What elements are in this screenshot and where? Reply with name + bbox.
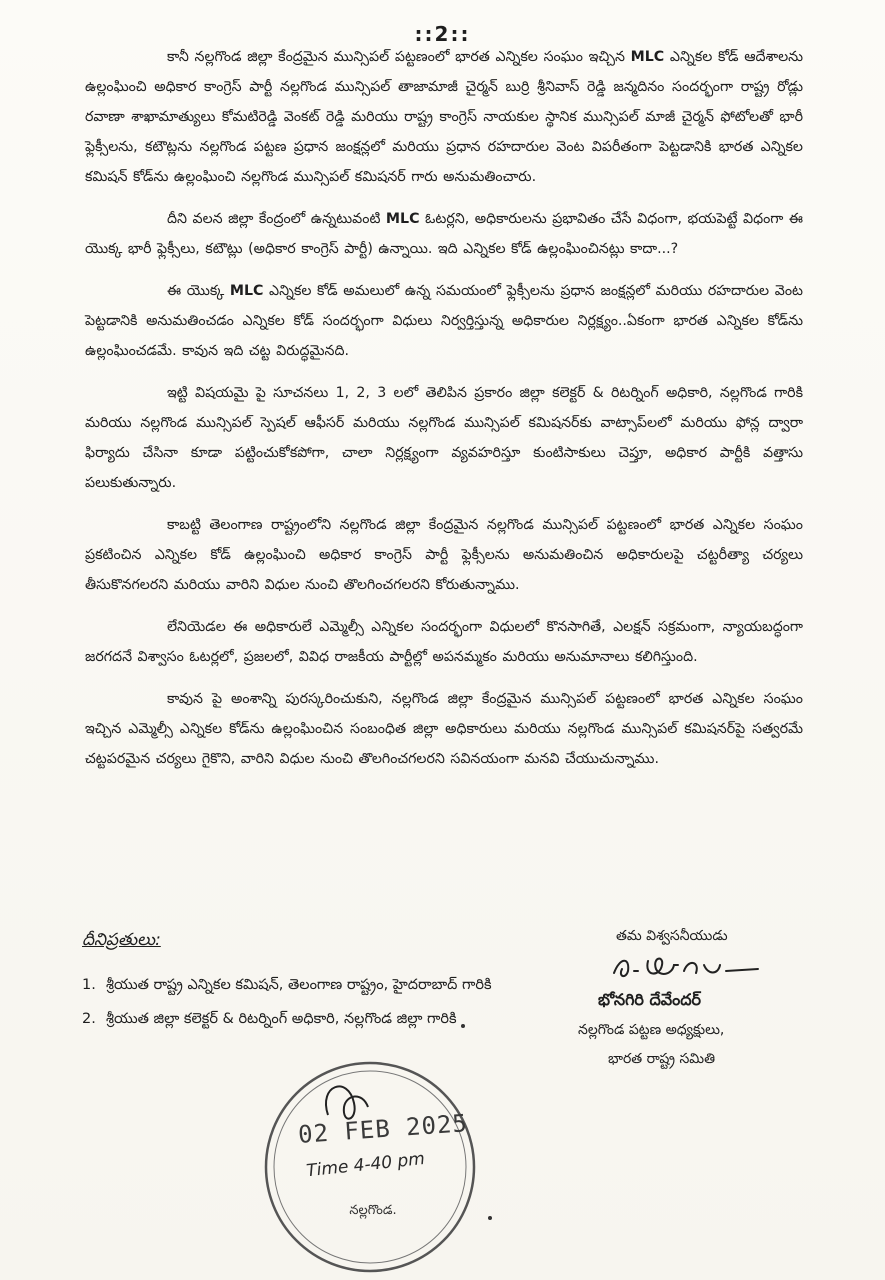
paragraph-emphasis: MLC xyxy=(229,283,264,299)
page-number: ::2:: xyxy=(414,22,471,46)
stamp-date: 02 FEB 2025 xyxy=(297,1109,469,1149)
paragraph-text: ఎన్నికల కోడ్ ఆదేశాలను ఉల్లంఘించి అధికార కాంగ్రెస్ పార్టీ నల్లగొండ మున్సిపల్ తాజామాజీ చైర్మన్ బుర్రి శ్రీనివాస్ రెడ్డి జన్మదినం సందర్భంగా రాష్ట్ర రోడ్లు రవాణా శాఖామాత్యులు కోమటిరెడ్డి వెంకట్ రెడ్డి మరియు రాష్ట్ర కాంగ్రెస్ నాయకుల స్థానిక మున్సిపల్ మాజీ చైర్మన్ ఫోటోలతో భారీ ఫ్లెక్సీలను, కటౌట్లను నల్లగొండ పట్టణ ప్రధాన జంక్షన్లలో మరియు ప్రధాన రహదారుల వెంట విపరీతంగా పెట్టడానికి భారత ఎన్నికల కమిషన్ కోడ్‌ను ఉల్లంఘించి నల్లగొండ మున్సిపల్ కమిషనర్ గారు అనుమతించారు. xyxy=(85,49,804,185)
paragraph-text: కానీ నల్లగొండ జిల్లా కేంద్రమైన మున్సిపల్ పట్టణంలో భారత ఎన్నికల సంఘం ఇచ్చిన xyxy=(167,49,631,65)
handwritten-signature xyxy=(578,947,828,985)
stamp-time: Time 4-40 pm xyxy=(305,1148,426,1182)
body-paragraph xyxy=(85,684,803,774)
paragraph-text: దీని వలన జిల్లా కేంద్రంలో ఉన్నటువంటి xyxy=(167,211,386,227)
paragraph-text: కావున పై అంశాన్ని పురస్కరించుకుని, నల్లగొండ జిల్లా కేంద్రమైన మున్సిపల్ పట్టణంలో భారత ఎన్నికల సంఘం ఇచ్చిన ఎమ్మెల్సీ ఎన్నికల కోడ్‌ను ఉల్లంఘించిన సంబంధిత జిల్లా అధికారులు మరియు నల్లగొండ మున్సిపల్ కమిషనర్‌పై సత్వరమే చట్టపరమైన చర్యలు గైకొని, వారిని విధుల నుంచి తొలగించగలరని సవినయంగా మనవి చేయుచున్నాము. xyxy=(85,691,803,767)
signer-name: భోనగిరి దేవేందర్ xyxy=(598,990,702,1009)
copies-heading: దీనిప్రతులు: xyxy=(82,930,161,950)
closing-salutation: తమ విశ్వసనీయుడు xyxy=(616,928,728,944)
copies-section xyxy=(82,930,502,1036)
copy-recipient: శ్రీయుత రాష్ట్ర ఎన్నికల కమిషన్, తెలంగాణ రాష్ట్రం, హైదరాబాద్ గారికి xyxy=(106,977,492,993)
paragraph-text: కాబట్టి తెలంగాణ రాష్ట్రంలోని నల్లగొండ జిల్లా కేంద్రమైన నల్లగొండ మున్సిపల్ పట్టణంలో భారత ఎన్నికల సంఘం ప్రకటించిన ఎన్నికల కోడ్ ఉల్లంఘించి అధికార కాంగ్రెస్ పార్టీ ఫ్లెక్సీలను అనుమతించిన అధికారులపై చట్టరీత్యా చర్యలు తీసుకొనగలరని మరియు వారిని విధుల నుంచి తొలగించగలరని కోరుతున్నాము. xyxy=(85,517,803,593)
signer-party: భారత రాష్ట్ర సమితి xyxy=(608,1051,716,1067)
paragraph-text: ఓటర్లని, అధికారులను ప్రభావితం చేసే విధంగా, భయపెట్టే విధంగా ఈ యొక్క భారీ ఫ్లెక్సీలు, కటౌట్లు (అధికార కాంగ్రెస్ పార్టీ) ఉన్నాయి. ఇది ఎన్నికల కోడ్ ఉల్లంఘించినట్లు కాదా...? xyxy=(85,211,803,257)
signature-block xyxy=(578,928,828,1073)
paper-speck xyxy=(488,1216,492,1220)
copy-item xyxy=(82,1002,502,1036)
body-paragraph xyxy=(85,378,803,498)
paragraph-text: ఈ యొక్క xyxy=(167,283,230,299)
received-stamp xyxy=(258,1055,483,1280)
copy-number: 2. xyxy=(82,1011,96,1027)
paragraph-text: ఎన్నికల కోడ్ అమలులో ఉన్న సమయంలో ఫ్లెక్సీలను ప్రధాన జంక్షన్లలో మరియు రహదారుల వెంట పెట్టడానికి అనుమతించడం ఎన్నికల కోడ్ సందర్భంగా విధులు నిర్వర్తిస్తున్న అధికారుల నిర్లక్ష్యం..ఏకంగా భారత ఎన్నికల కోడ్‌ను ఉల్లంఘించడమే. కావున ఇది చట్ట విరుద్ధమైనది. xyxy=(85,283,803,359)
signature-scribble-icon xyxy=(608,947,768,985)
stamp-place: నల్లగొండ. xyxy=(349,1203,397,1218)
paragraph-emphasis: MLC xyxy=(630,49,665,65)
body-paragraph xyxy=(85,612,803,672)
copy-recipient: శ్రీయుత జిల్లా కలెక్టర్ & రిటర్నింగ్ అధికారి, నల్లగొండ జిల్లా గారికి xyxy=(106,1011,457,1027)
paragraph-text: లేనియెడల ఈ అధికారులే ఎమ్మెల్సీ ఎన్నికల సందర్భంగా విధులలో కొనసాగితే, ఎలక్షన్ సక్రమంగా, న్యాయబద్ధంగా జరగదనే విశ్వాసం ఓటర్లలో, ప్రజలలో, వివిధ రాజకీయ పార్టీల్లో అపనమ్మకం మరియు అనుమానాలు కలిగిస్తుంది. xyxy=(85,619,803,665)
paragraph-emphasis: MLC xyxy=(385,211,420,227)
letter-body xyxy=(85,42,803,786)
body-paragraph xyxy=(85,510,803,600)
signer-role: నల్లగొండ పట్టణ అధ్యక్షులు, xyxy=(578,1022,725,1038)
body-paragraph xyxy=(85,204,803,264)
body-paragraph xyxy=(85,276,803,366)
copy-number: 1. xyxy=(82,977,96,993)
paper-speck xyxy=(461,1024,465,1028)
paragraph-text: ఇట్టి విషయమై పై సూచనలు 1, 2, 3 లలో తెలిపిన ప్రకారం జిల్లా కలెక్టర్ & రిటర్నింగ్ అధికారి, నల్లగొండ గారికి మరియు నల్లగొండ మున్సిపల్ స్పెషల్ ఆఫీసర్ మరియు నల్లగొండ మున్సిపల్ కమిషనర్‌కు వాట్సాప్‌లలో మరియు ఫోన్ల ద్వారా ఫిర్యాదు చేసినా కూడా పట్టించుకోకపోగా, చాలా నిర్లక్ష్యంగా వ్యవహరిస్తూ కుంటిసాకులు చెప్తూ, అధికార పార్టీకి వత్తాసు పలుకుతున్నారు. xyxy=(85,385,803,491)
body-paragraph xyxy=(85,42,803,192)
copy-item xyxy=(82,968,502,1002)
